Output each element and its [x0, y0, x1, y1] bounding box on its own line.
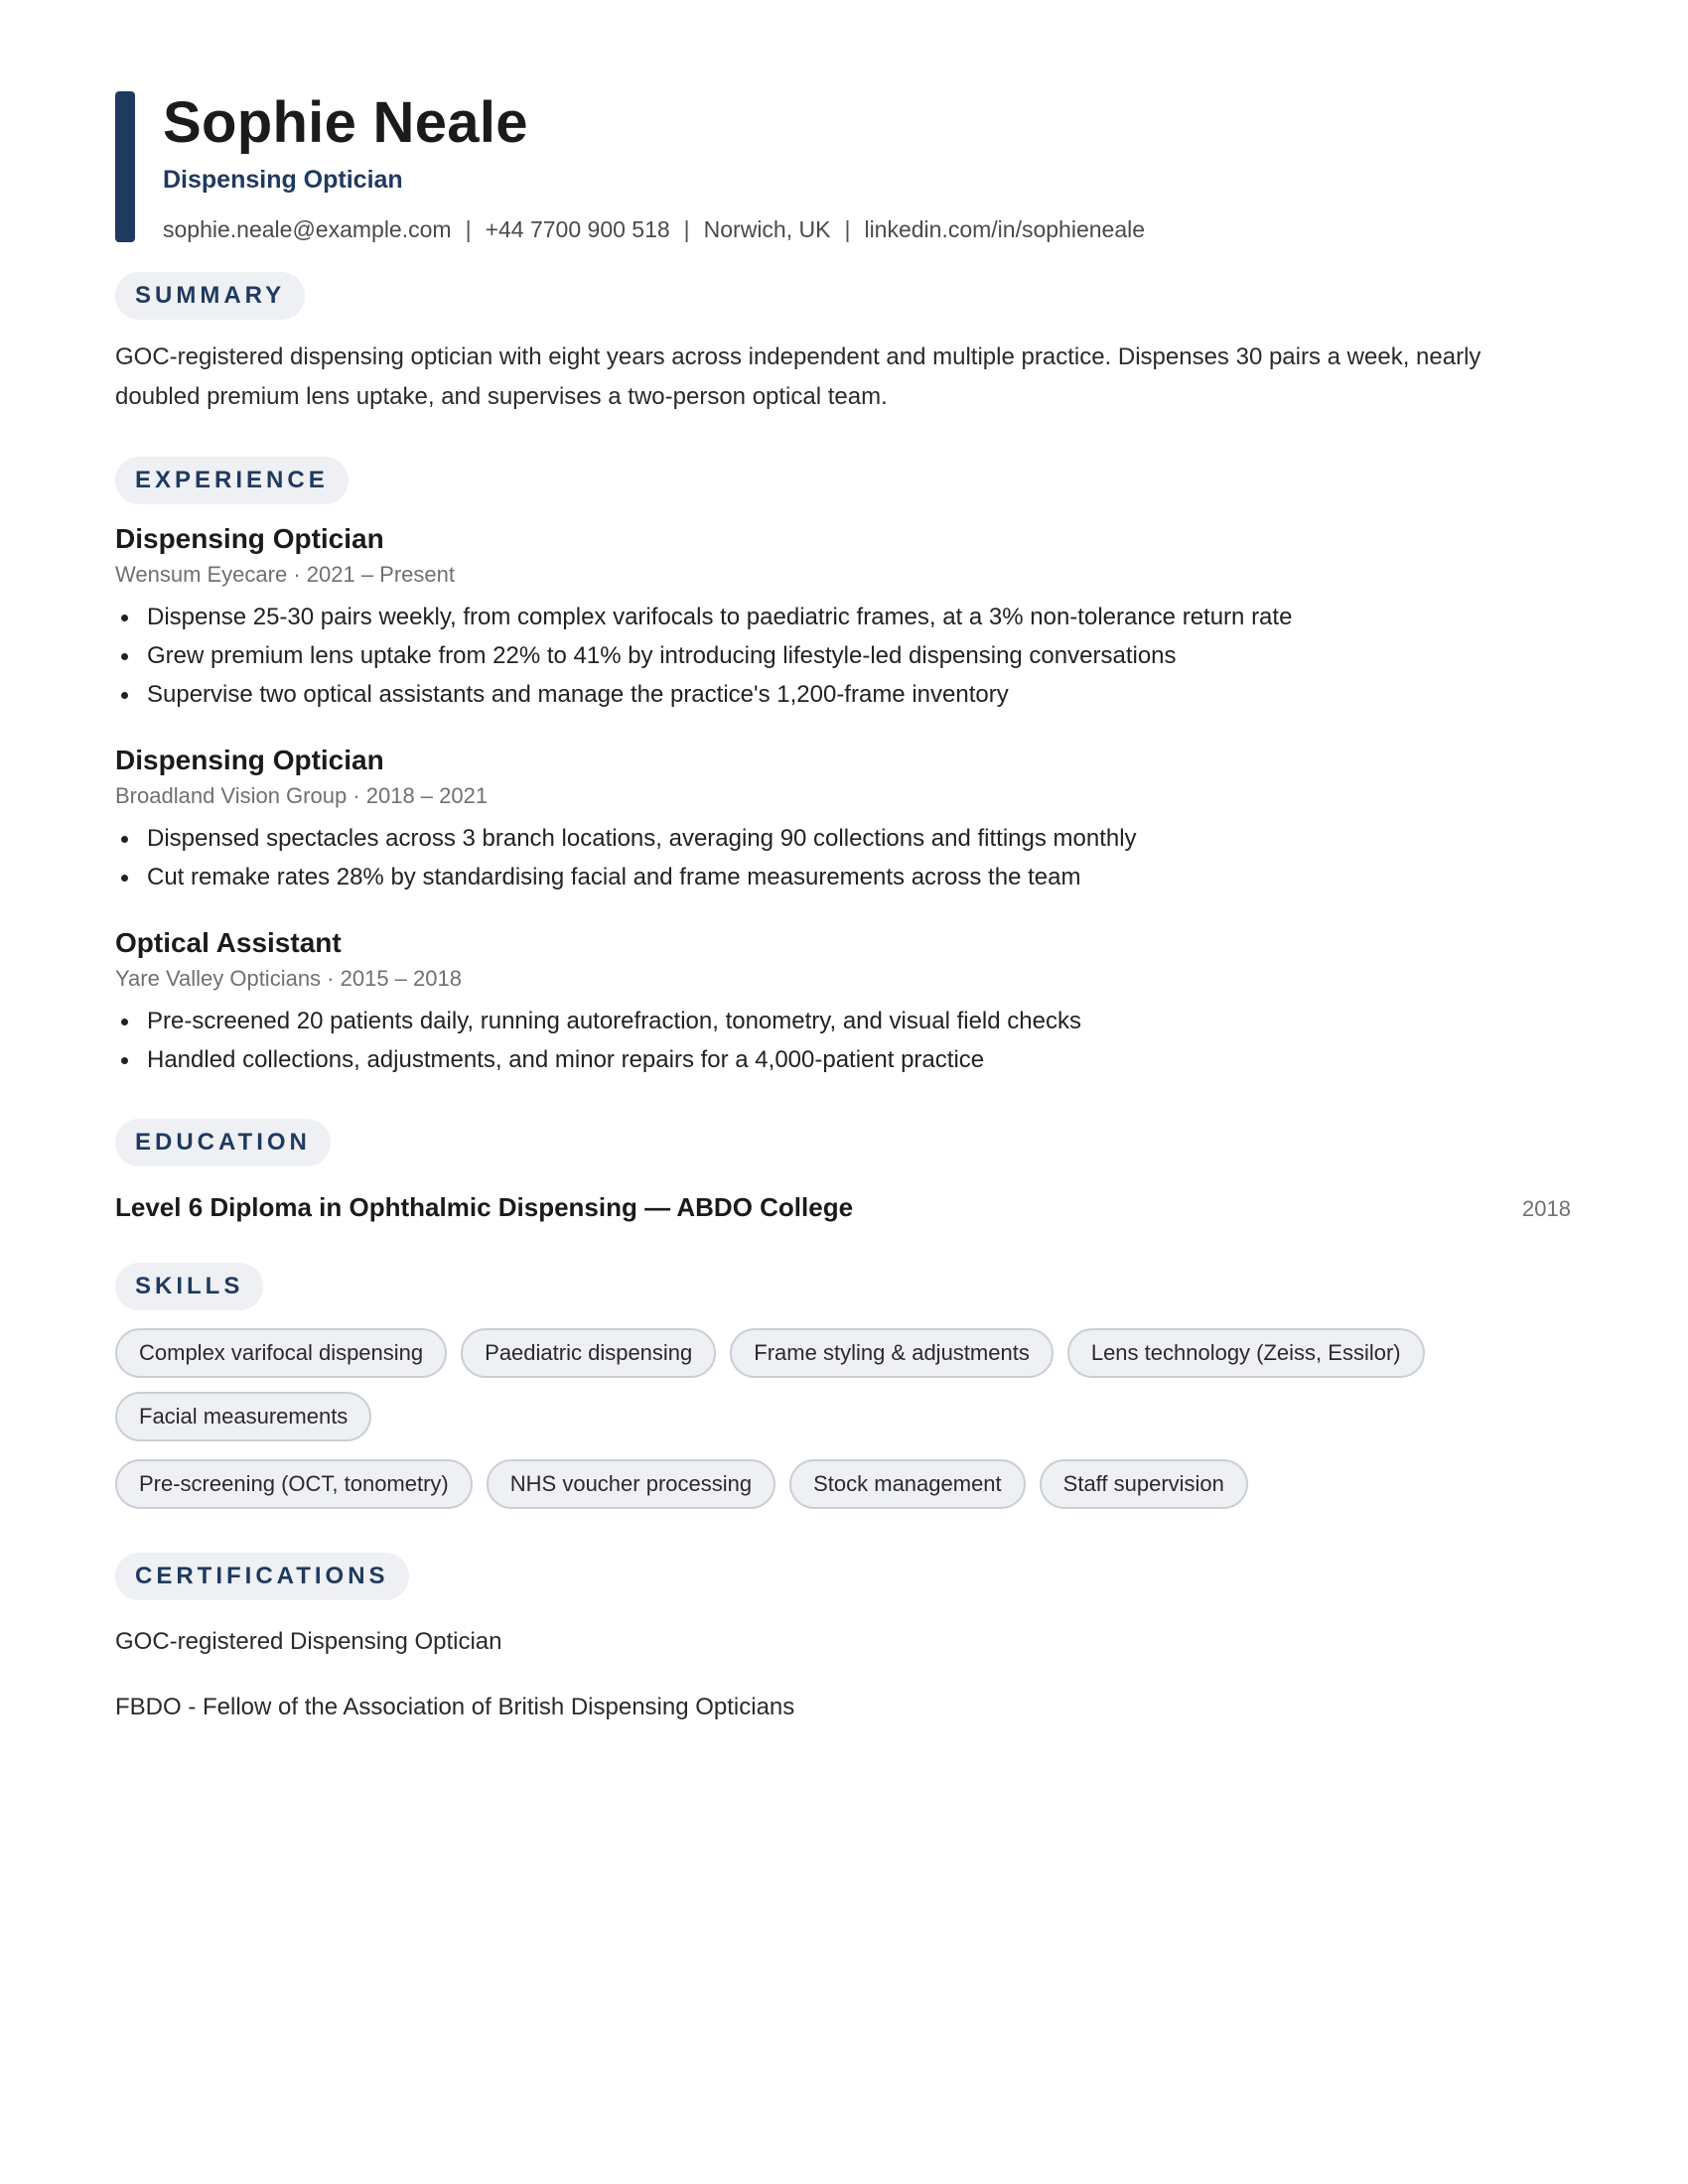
- job-bullets: [115, 598, 1571, 714]
- education-section: [115, 1119, 1571, 1223]
- job-meta: Yare Valley Opticians · 2015 – 2018: [115, 966, 462, 991]
- education-year: 2018: [1522, 1196, 1571, 1221]
- skill-chip: Pre-screening (OCT, tonometry): [115, 1459, 473, 1509]
- job-bullets: [115, 1002, 1571, 1079]
- skill-chip: Stock management: [789, 1459, 1026, 1509]
- certification-item: FBDO - Fellow of the Association of British Dispensing Opticians: [115, 1694, 795, 1720]
- job-meta: Wensum Eyecare · 2021 – Present: [115, 562, 455, 587]
- candidate-name: Sophie Neale: [163, 90, 528, 155]
- job-bullets: [115, 819, 1571, 896]
- job-bullet: Dispense 25-30 pairs weekly, from complex varifocals to paediatric frames, at a 3% non-tolerance return rate: [115, 598, 1571, 636]
- job-meta: Broadland Vision Group · 2018 – 2021: [115, 783, 489, 808]
- contact-line: [163, 214, 1571, 244]
- skill-chip: Complex varifocal dispensing: [115, 1328, 447, 1378]
- experience-section: [115, 457, 1571, 1079]
- contact-phone: +44 7700 900 518: [485, 216, 670, 242]
- contact-linkedin: linkedin.com/in/sophieneale: [864, 216, 1146, 242]
- job-bullet: Pre-screened 20 patients daily, running autorefraction, tonometry, and visual field checks: [115, 1002, 1571, 1040]
- job-bullet: Handled collections, adjustments, and minor repairs for a 4,000-patient practice: [115, 1040, 1571, 1079]
- skills-row-2: [115, 1459, 1565, 1523]
- education-entry: [115, 1192, 1571, 1223]
- skill-chip: NHS voucher processing: [487, 1459, 775, 1509]
- education-title: Level 6 Diploma in Ophthalmic Dispensing — ABDO College: [115, 1192, 854, 1222]
- section-label-experience: EXPERIENCE: [115, 457, 349, 504]
- resume-header: [115, 91, 1571, 242]
- section-label-skills: SKILLS: [115, 1263, 263, 1310]
- job-entry: [115, 522, 1571, 714]
- job-entry: [115, 744, 1571, 896]
- skill-chip: Paediatric dispensing: [461, 1328, 716, 1378]
- certification-item: GOC-registered Dispensing Optician: [115, 1628, 502, 1655]
- certifications-section: [115, 1553, 1571, 1723]
- job-bullet: Cut remake rates 28% by standardising facial and frame measurements across the team: [115, 858, 1571, 896]
- job-bullet: Dispensed spectacles across 3 branch locations, averaging 90 collections and fittings monthly: [115, 819, 1571, 858]
- contact-separator: |: [683, 216, 690, 242]
- skills-section: [115, 1263, 1571, 1523]
- skills-row-1: [115, 1328, 1565, 1455]
- job-bullet: Grew premium lens uptake from 22% to 41% by introducing lifestyle-led dispensing conversations: [115, 636, 1571, 675]
- job-title: Dispensing Optician: [115, 745, 384, 775]
- skill-chip: Frame styling & adjustments: [730, 1328, 1054, 1378]
- section-label-education: EDUCATION: [115, 1119, 331, 1166]
- skill-chip: Staff supervision: [1040, 1459, 1248, 1509]
- job-title: Optical Assistant: [115, 927, 342, 958]
- summary-text: GOC-registered dispensing optician with eight years across independent and multiple practice. Dispenses 30 pairs a week, nearly doubled premium lens uptake, and supervises a two-person optical team.: [115, 343, 1481, 410]
- skill-chip: Lens technology (Zeiss, Essilor): [1067, 1328, 1425, 1378]
- section-label-certifications: CERTIFICATIONS: [115, 1553, 409, 1600]
- job-bullet: Supervise two optical assistants and manage the practice's 1,200-frame inventory: [115, 675, 1571, 714]
- section-label-summary: SUMMARY: [115, 272, 305, 320]
- header-accent-bar: [115, 91, 135, 242]
- contact-location: Norwich, UK: [703, 216, 831, 242]
- summary-section: [115, 272, 1571, 417]
- contact-separator: |: [844, 216, 851, 242]
- contact-separator: |: [465, 216, 472, 242]
- skill-chip: Facial measurements: [115, 1392, 371, 1441]
- job-entry: [115, 926, 1571, 1079]
- contact-email: sophie.neale@example.com: [163, 216, 452, 242]
- job-title: Dispensing Optician: [115, 523, 384, 554]
- candidate-role: Dispensing Optician: [163, 166, 403, 194]
